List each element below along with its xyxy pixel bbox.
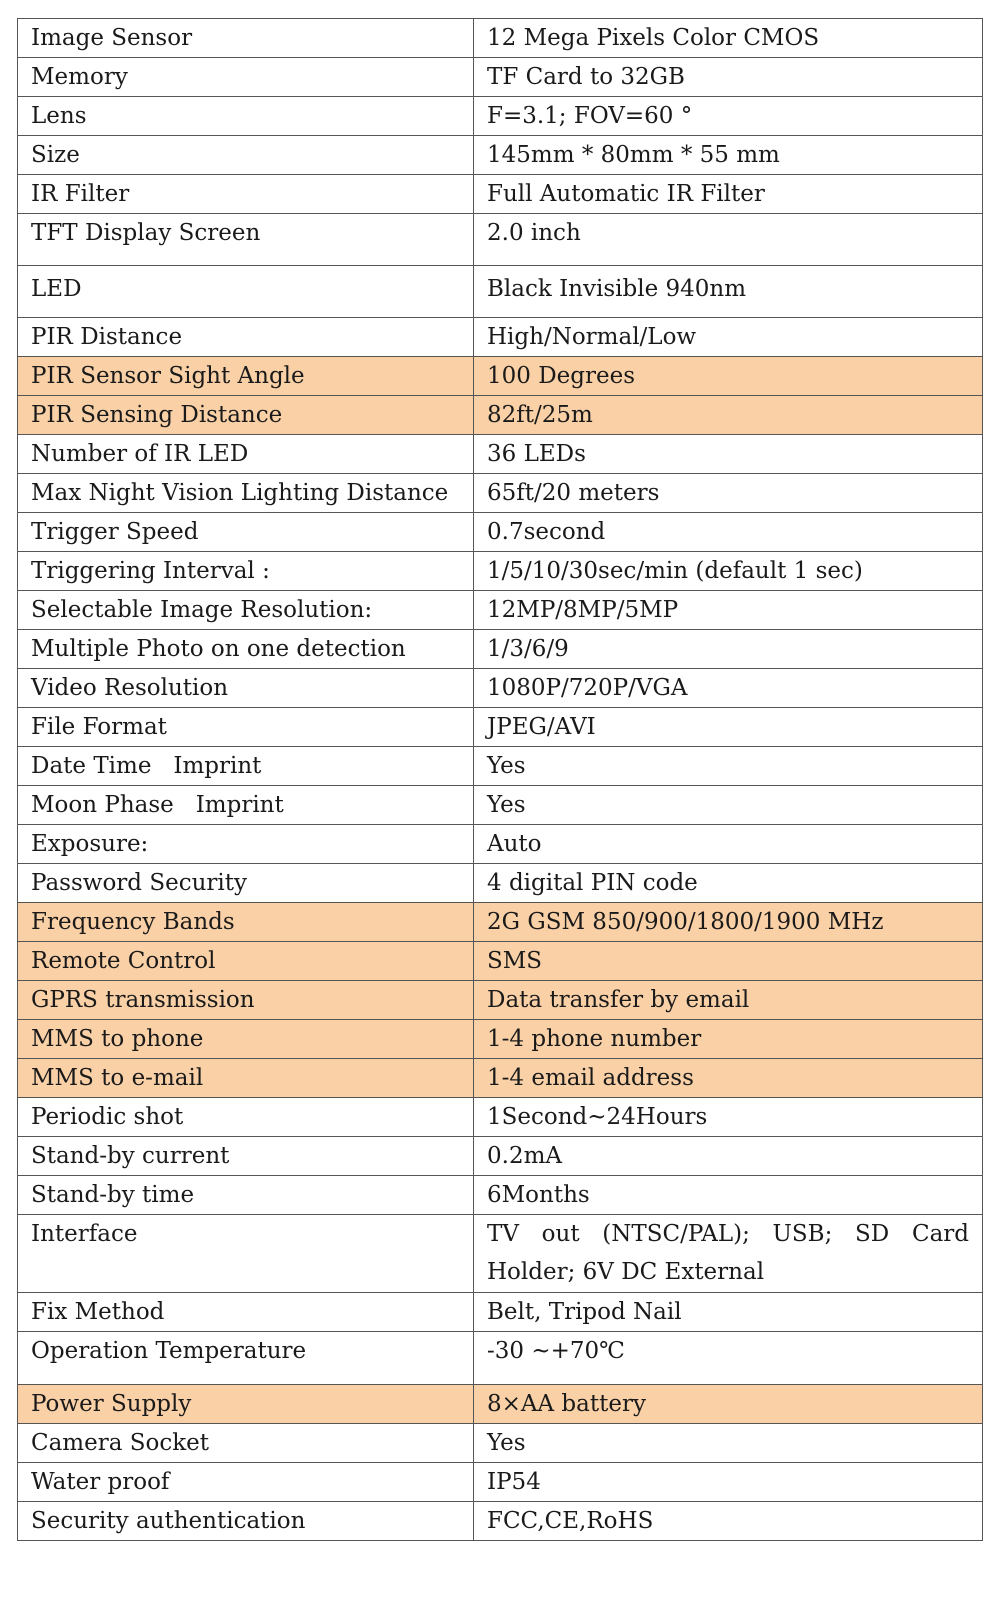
spec-value: SMS (474, 942, 983, 981)
table-row (18, 513, 983, 552)
spec-label: Trigger Speed (18, 513, 474, 552)
table-row (18, 318, 983, 357)
table-row (18, 1098, 983, 1137)
spec-label: Remote Control (18, 942, 474, 981)
spec-value: High/Normal/Low (474, 318, 983, 357)
spec-label: Periodic shot (18, 1098, 474, 1137)
spec-label: PIR Sensing Distance (18, 396, 474, 435)
spec-value: 1080P/720P/VGA (474, 669, 983, 708)
spec-value: 4 digital PIN code (474, 864, 983, 903)
table-row (18, 1463, 983, 1502)
spec-value: 100 Degrees (474, 357, 983, 396)
spec-value: 1Second~24Hours (474, 1098, 983, 1137)
table-row (18, 1020, 983, 1059)
spec-value: -30 ~+70℃ (474, 1332, 983, 1385)
spec-label: Max Night Vision Lighting Distance (18, 474, 474, 513)
table-row (18, 786, 983, 825)
spec-value: 12 Mega Pixels Color CMOS (474, 19, 983, 58)
table-row (18, 864, 983, 903)
spec-label: Stand-by current (18, 1137, 474, 1176)
table-row (18, 1176, 983, 1215)
table-row (18, 474, 983, 513)
spec-label: Security authentication (18, 1502, 474, 1541)
spec-value: 0.7second (474, 513, 983, 552)
spec-value: 8×AA battery (474, 1385, 983, 1424)
spec-value: Full Automatic IR Filter (474, 175, 983, 214)
spec-label: File Format (18, 708, 474, 747)
spec-value: 2G GSM 850/900/1800/1900 MHz (474, 903, 983, 942)
spec-value: 6Months (474, 1176, 983, 1215)
spec-label: Memory (18, 58, 474, 97)
table-row (18, 175, 983, 214)
table-row (18, 1137, 983, 1176)
table-row (18, 19, 983, 58)
spec-value: 12MP/8MP/5MP (474, 591, 983, 630)
table-row (18, 97, 983, 136)
spec-value: Yes (474, 1424, 983, 1463)
spec-label: GPRS transmission (18, 981, 474, 1020)
spec-value: 145mm * 80mm * 55 mm (474, 136, 983, 175)
spec-value: Yes (474, 786, 983, 825)
spec-label: Triggering Interval : (18, 552, 474, 591)
table-row (18, 669, 983, 708)
spec-label: PIR Distance (18, 318, 474, 357)
table-row (18, 942, 983, 981)
spec-label: MMS to phone (18, 1020, 474, 1059)
spec-value: Black Invisible 940nm (474, 266, 983, 318)
spec-value: 65ft/20 meters (474, 474, 983, 513)
table-row (18, 1502, 983, 1541)
spec-label: Fix Method (18, 1293, 474, 1332)
spec-label: Frequency Bands (18, 903, 474, 942)
spec-value: Yes (474, 747, 983, 786)
spec-value: JPEG/AVI (474, 708, 983, 747)
table-row (18, 591, 983, 630)
spec-label: Moon Phase Imprint (18, 786, 474, 825)
table-row (18, 357, 983, 396)
table-row (18, 1215, 983, 1293)
spec-table (17, 18, 983, 1541)
spec-label: Stand-by time (18, 1176, 474, 1215)
spec-value: 36 LEDs (474, 435, 983, 474)
table-row (18, 981, 983, 1020)
spec-value: Auto (474, 825, 983, 864)
spec-label: Selectable Image Resolution: (18, 591, 474, 630)
spec-label: Camera Socket (18, 1424, 474, 1463)
spec-value: Belt, Tripod Nail (474, 1293, 983, 1332)
spec-label: Number of IR LED (18, 435, 474, 474)
spec-label: Lens (18, 97, 474, 136)
spec-label: Operation Temperature (18, 1332, 474, 1385)
table-row (18, 266, 983, 318)
table-row (18, 1293, 983, 1332)
table-row (18, 903, 983, 942)
table-row (18, 747, 983, 786)
spec-label: Video Resolution (18, 669, 474, 708)
spec-label: IR Filter (18, 175, 474, 214)
spec-label: Water proof (18, 1463, 474, 1502)
table-row (18, 396, 983, 435)
spec-label: Exposure: (18, 825, 474, 864)
table-row (18, 58, 983, 97)
spec-label: Date Time Imprint (18, 747, 474, 786)
table-row (18, 1424, 983, 1463)
table-row (18, 630, 983, 669)
spec-label: Image Sensor (18, 19, 474, 58)
table-row (18, 825, 983, 864)
table-row (18, 136, 983, 175)
spec-label: PIR Sensor Sight Angle (18, 357, 474, 396)
spec-label: Password Security (18, 864, 474, 903)
table-row (18, 552, 983, 591)
spec-value: 1/3/6/9 (474, 630, 983, 669)
table-row (18, 1385, 983, 1424)
spec-value: Data transfer by email (474, 981, 983, 1020)
spec-value: FCC,CE,RoHS (474, 1502, 983, 1541)
spec-value: 0.2mA (474, 1137, 983, 1176)
spec-value: 1/5/10/30sec/min (default 1 sec) (474, 552, 983, 591)
table-row (18, 214, 983, 266)
spec-label: LED (18, 266, 474, 318)
table-row (18, 435, 983, 474)
spec-value: F=3.1; FOV=60 ° (474, 97, 983, 136)
table-row (18, 1059, 983, 1098)
spec-value: IP54 (474, 1463, 983, 1502)
spec-value: 82ft/25m (474, 396, 983, 435)
spec-value: TF Card to 32GB (474, 58, 983, 97)
spec-label: MMS to e-mail (18, 1059, 474, 1098)
spec-value: 1-4 phone number (474, 1020, 983, 1059)
table-row (18, 1332, 983, 1385)
spec-label: Power Supply (18, 1385, 474, 1424)
spec-value: TV out (NTSC/PAL); USB; SD Card Holder; 6V DC External (474, 1215, 983, 1293)
spec-value: 2.0 inch (474, 214, 983, 266)
spec-label: TFT Display Screen (18, 214, 474, 266)
table-row (18, 708, 983, 747)
spec-label: Multiple Photo on one detection (18, 630, 474, 669)
spec-label: Size (18, 136, 474, 175)
spec-value: 1-4 email address (474, 1059, 983, 1098)
spec-label: Interface (18, 1215, 474, 1293)
